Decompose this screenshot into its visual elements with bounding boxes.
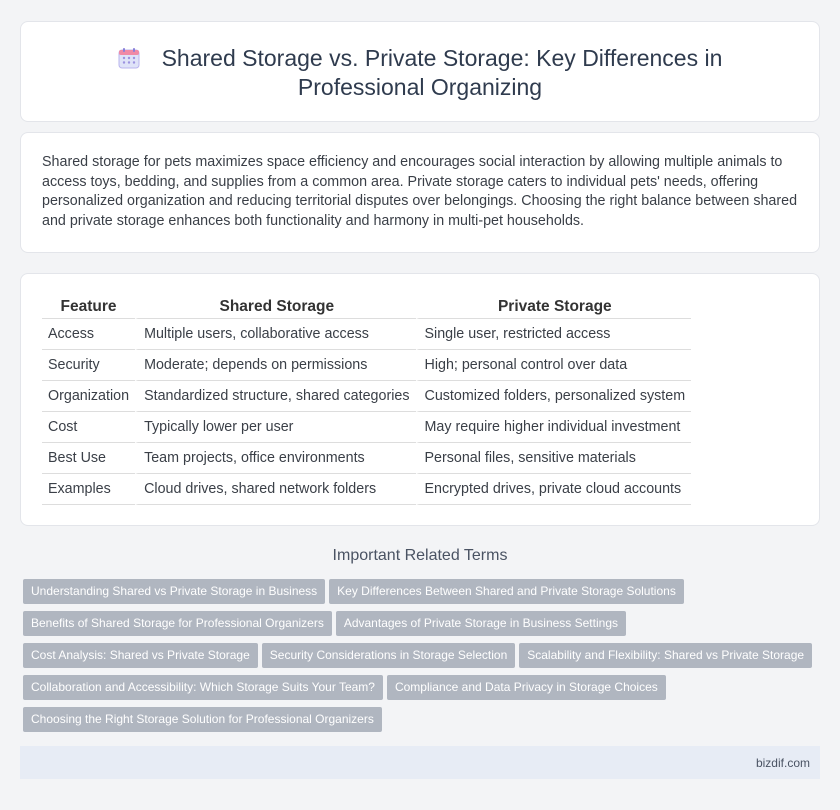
table-cell: Moderate; depends on permissions (135, 350, 415, 381)
table-cell: Encrypted drives, private cloud accounts (416, 474, 692, 505)
table-cell: Single user, restricted access (416, 319, 692, 350)
related-term-tag[interactable]: Scalability and Flexibility: Shared vs Private Storage (519, 643, 812, 668)
table-row (42, 443, 691, 474)
table-cell: Organization (42, 381, 135, 412)
table-cell: Cost (42, 412, 135, 443)
table-cell: Access (42, 319, 135, 350)
title-line-1: Shared Storage vs. Private Storage: Key Differences in (161, 45, 723, 71)
table-cell: Typically lower per user (135, 412, 415, 443)
related-term-tag[interactable]: Choosing the Right Storage Solution for Professional Organizers (23, 707, 382, 732)
table-cell: Security (42, 350, 135, 381)
table-row (42, 381, 691, 412)
table-row (42, 412, 691, 443)
table-row (42, 350, 691, 381)
related-term-tag[interactable]: Key Differences Between Shared and Private Storage Solutions (329, 579, 684, 604)
table-cell: Cloud drives, shared network folders (135, 474, 415, 505)
intro-card (20, 132, 820, 253)
related-term-tag[interactable]: Understanding Shared vs Private Storage in Business (23, 579, 325, 604)
tag-row (23, 611, 823, 643)
header-card (20, 21, 820, 122)
table-cell: High; personal control over data (416, 350, 692, 381)
related-terms-title: Important Related Terms (332, 547, 508, 564)
related-term-tag[interactable]: Advantages of Private Storage in Business Settings (336, 611, 626, 636)
related-term-tag[interactable]: Security Considerations in Storage Selection (262, 643, 515, 668)
comparison-table (42, 296, 691, 505)
table-cell: Personal files, sensitive materials (416, 443, 692, 474)
table-cell: Customized folders, personalized system (416, 381, 692, 412)
header-private-storage: Private Storage (416, 296, 692, 319)
table-cell: Best Use (42, 443, 135, 474)
related-term-tag[interactable]: Compliance and Data Privacy in Storage Choices (387, 675, 666, 700)
intro-paragraph: Shared storage for pets maximizes space efficiency and encourages social interaction by allowing multiple animals to access toys, bedding, and supplies from a common area. Private storage caters to individual pets' needs, offering personalized organization and reducing territorial disputes over belongings. Choosing the right balance between shared and private storage enhances both functionality and harmony in multi-pet households. (42, 154, 798, 229)
related-terms-list (23, 579, 823, 739)
table-row (42, 474, 691, 505)
table-cell: Examples (42, 474, 135, 505)
title-line-2: Professional Organizing (297, 74, 543, 100)
calendar-icon (118, 47, 140, 69)
tag-row (23, 675, 823, 707)
table-header-row (42, 296, 691, 319)
table-cell: May require higher individual investment (416, 412, 692, 443)
header-feature: Feature (42, 296, 135, 319)
footer-site-link[interactable]: bizdif.com (755, 756, 810, 770)
tag-row (23, 643, 823, 675)
tag-row (23, 579, 823, 611)
header-shared-storage: Shared Storage (135, 296, 415, 319)
table-cell: Team projects, office environments (135, 443, 415, 474)
table-cell: Multiple users, collaborative access (135, 319, 415, 350)
related-term-tag[interactable]: Benefits of Shared Storage for Professional Organizers (23, 611, 332, 636)
footer (20, 746, 820, 779)
related-term-tag[interactable]: Cost Analysis: Shared vs Private Storage (23, 643, 258, 668)
tag-row (23, 707, 823, 739)
related-term-tag[interactable]: Collaboration and Accessibility: Which Storage Suits Your Team? (23, 675, 383, 700)
table-row (42, 319, 691, 350)
table-cell: Standardized structure, shared categories (135, 381, 415, 412)
page-title (21, 44, 819, 73)
comparison-card (20, 273, 820, 526)
